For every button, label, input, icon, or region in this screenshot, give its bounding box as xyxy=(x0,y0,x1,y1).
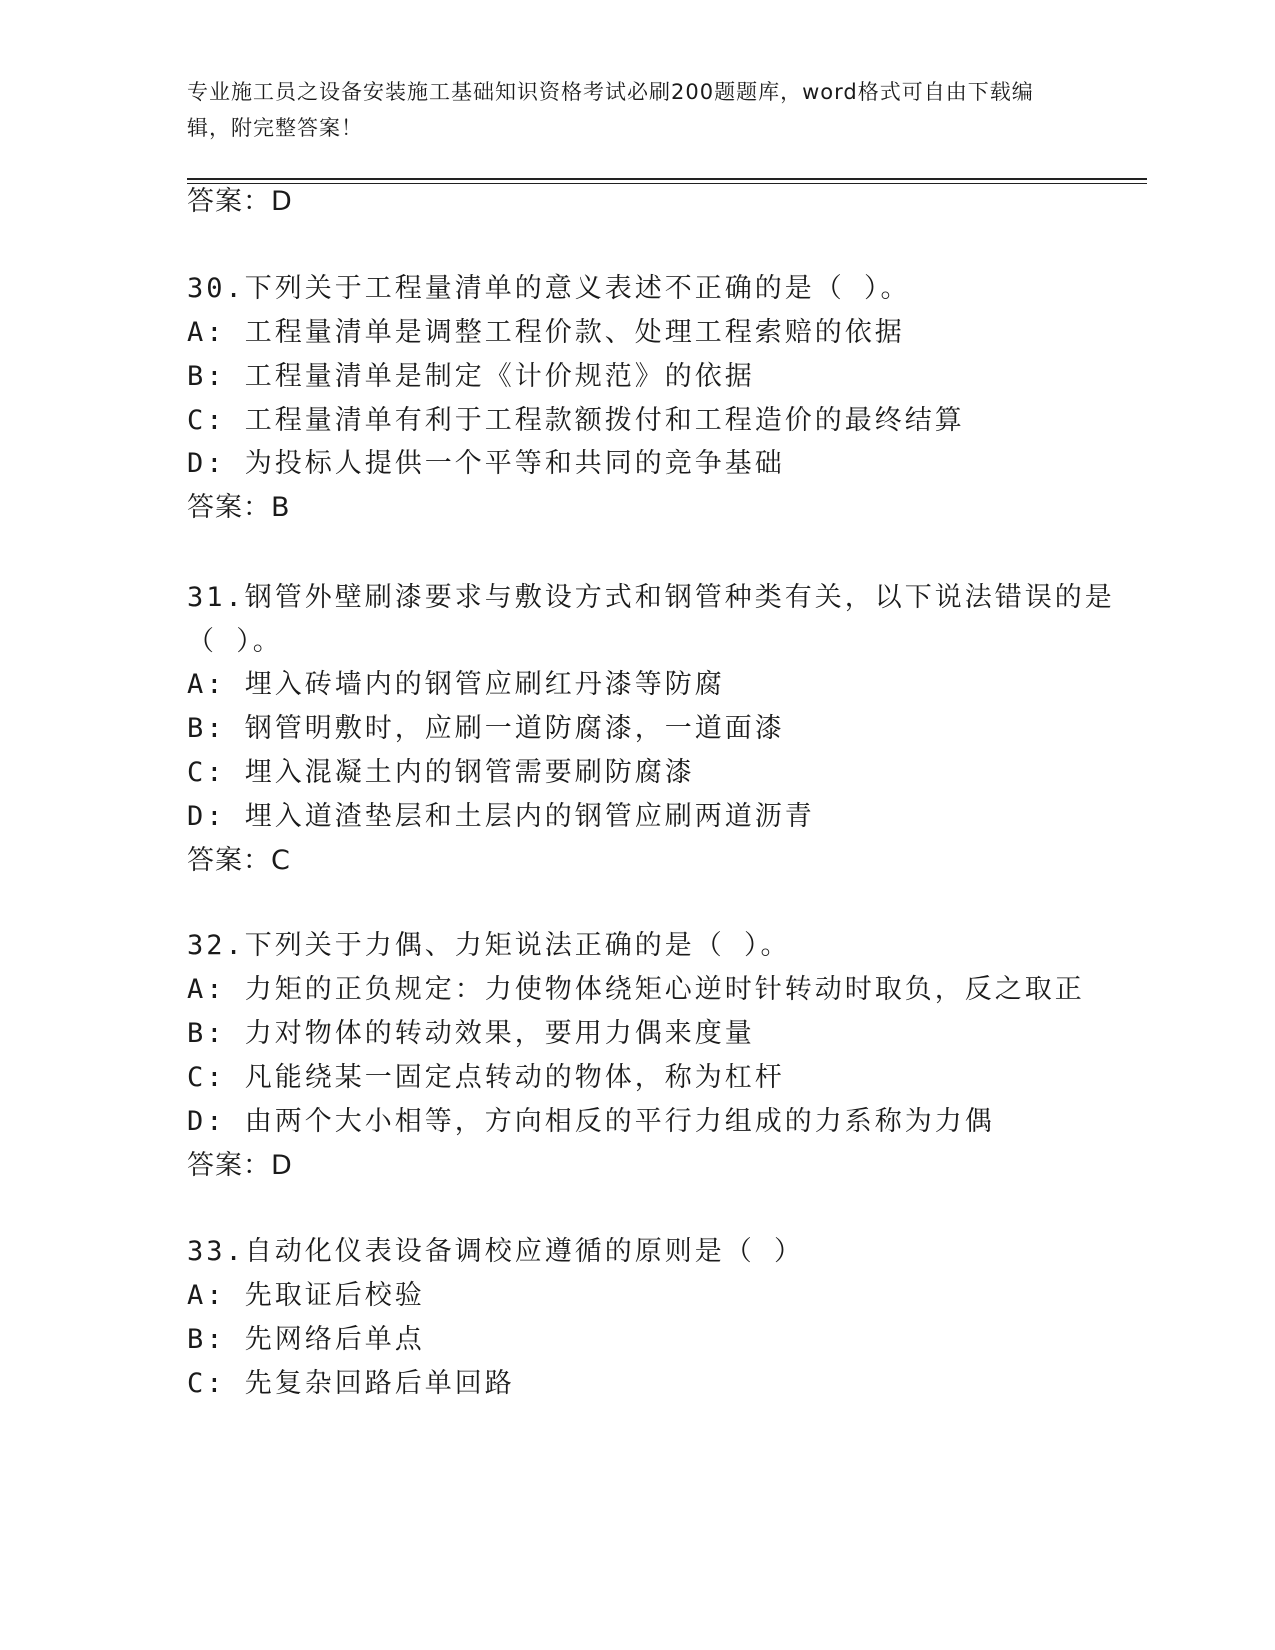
question-30-option-c: C: 工程量清单有利于工程款额拨付和工程造价的最终结算 xyxy=(187,405,965,436)
header-rule-thick xyxy=(187,178,1147,180)
question-32-option-c: C: 凡能绕某一固定点转动的物体，称为杠杆 xyxy=(187,1062,785,1093)
question-30-option-a: A: 工程量清单是调整工程价款、处理工程索赔的依据 xyxy=(187,317,905,348)
question-30-option-d: D: 为投标人提供一个平等和共同的竞争基础 xyxy=(187,448,785,479)
question-31-option-b: B: 钢管明敷时，应刷一道防腐漆，一道面漆 xyxy=(187,713,785,744)
header-rule-thin xyxy=(187,183,1147,184)
answer-prev: 答案：D xyxy=(187,186,293,217)
question-33-option-a: A: 先取证后校验 xyxy=(187,1280,425,1311)
question-31-option-a: A: 埋入砖墙内的钢管应刷红丹漆等防腐 xyxy=(187,669,725,700)
question-32-option-b: B: 力对物体的转动效果，要用力偶来度量 xyxy=(187,1018,755,1049)
question-30-answer: 答案：B xyxy=(187,492,291,523)
question-33-option-b: B: 先网络后单点 xyxy=(187,1324,425,1355)
question-33-option-c: C: 先复杂回路后单回路 xyxy=(187,1368,515,1399)
question-32-option-d: D: 由两个大小相等，方向相反的平行力组成的力系称为力偶 xyxy=(187,1106,995,1137)
question-33-stem: 33.自动化仪表设备调校应遵循的原则是（ ） xyxy=(187,1236,805,1267)
question-31-stem: 31.钢管外壁刷漆要求与敷设方式和钢管种类有关，以下说法错误的是 xyxy=(187,582,1115,613)
question-30-stem: 30.下列关于工程量清单的意义表述不正确的是（ ）。 xyxy=(187,273,911,304)
question-31-answer: 答案：C xyxy=(187,845,291,876)
question-31-stem-cont: （ ）。 xyxy=(187,626,283,657)
question-32-option-a: A: 力矩的正负规定：力使物体绕矩心逆时针转动时取负，反之取正 xyxy=(187,974,1085,1005)
question-30-option-b: B: 工程量清单是制定《计价规范》的依据 xyxy=(187,361,755,392)
question-31-option-d: D: 埋入道渣垫层和土层内的钢管应刷两道沥青 xyxy=(187,801,815,832)
document-header: 专业施工员之设备安装施工基础知识资格考试必刷200题题库，word格式可自由下载编辑，附完整答案！ xyxy=(187,80,1034,140)
question-32-answer: 答案：D xyxy=(187,1150,293,1181)
question-31-option-c: C: 埋入混凝土内的钢管需要刷防腐漆 xyxy=(187,757,695,788)
question-32-stem: 32.下列关于力偶、力矩说法正确的是（ ）。 xyxy=(187,930,791,961)
